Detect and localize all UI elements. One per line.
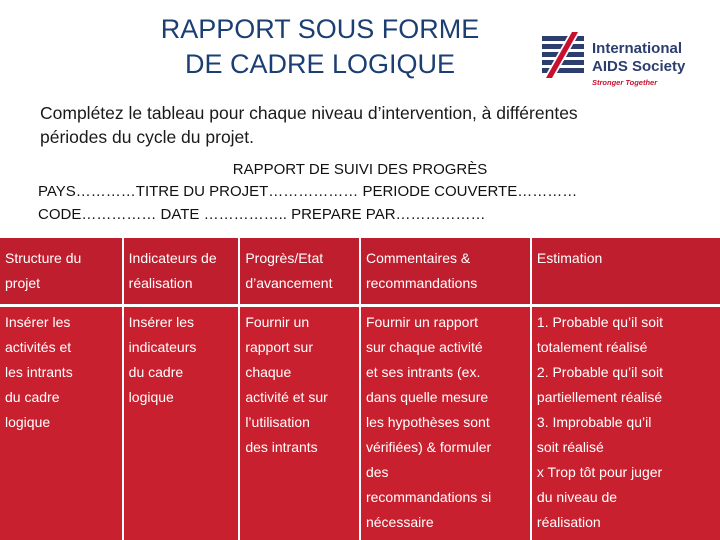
cell-text: rapport sur <box>245 339 314 355</box>
cell-text: des <box>365 464 389 480</box>
cell-progres <box>239 306 360 540</box>
cell-text: soit réalisé <box>536 439 604 455</box>
cell-estimation <box>531 306 720 540</box>
intro-line: périodes du cycle du projet. <box>40 127 255 147</box>
header-text: projet <box>5 275 41 291</box>
report-meta-line1: PAYS…………TITRE DU PROJET……………… PERIODE COUVERTE………… <box>38 183 578 200</box>
header-cell-estimation <box>531 238 720 306</box>
header-text: recommandations <box>365 275 478 291</box>
table-row <box>0 306 720 540</box>
ias-logo-mark-icon <box>540 32 586 78</box>
header-text: réalisation <box>128 275 193 291</box>
intro-line: Complétez le tableau pour chaque niveau d’intervention, à différentes <box>40 103 578 123</box>
header-cell-progres <box>239 238 360 306</box>
logo-line2: AIDS Society <box>592 58 686 75</box>
cell-text: nécessaire <box>365 514 434 530</box>
cell-text: 1. Probable qu’il soit <box>536 314 663 330</box>
cell-text: Fournir un <box>245 314 310 330</box>
cell-commentaires <box>360 306 531 540</box>
cell-text: l’utilisation <box>245 414 310 430</box>
cell-text: des intrants <box>245 439 318 455</box>
logframe-table <box>0 238 720 540</box>
header-text: Progrès/Etat <box>245 250 324 266</box>
cell-text: réalisation <box>536 514 601 530</box>
cell-text: logique <box>5 414 51 430</box>
title-line: DE CADRE LOGIQUE <box>184 49 456 79</box>
table-header-row <box>0 238 720 306</box>
cell-text: les hypothèses sont <box>365 414 490 430</box>
title-line: RAPPORT SOUS FORME <box>160 14 480 44</box>
header-text: Indicateurs de <box>128 250 217 266</box>
cell-text: sur chaque activité <box>365 339 483 355</box>
cell-text: du cadre <box>5 389 60 405</box>
ias-logo <box>540 30 715 88</box>
cell-text: Insérer les <box>128 314 195 330</box>
header-text: d’avancement <box>245 275 333 291</box>
cell-text: vérifiées) & formuler <box>365 439 492 455</box>
cell-text: du niveau de <box>536 489 618 505</box>
intro-text <box>40 101 700 149</box>
logo-tagline: Stronger Together <box>592 78 658 87</box>
header-text: Commentaires & <box>365 250 471 266</box>
cell-text: recommandations si <box>365 489 492 505</box>
cell-text: chaque <box>245 364 292 380</box>
cell-text: Insérer les <box>5 314 71 330</box>
cell-text: du cadre <box>128 364 184 380</box>
cell-text: partiellement réalisé <box>536 389 663 405</box>
slide-title <box>120 12 520 82</box>
cell-text: et ses intrants (ex. <box>365 364 481 380</box>
cell-text: totalement réalisé <box>536 339 648 355</box>
cell-text: 3. Improbable qu’il <box>536 414 652 430</box>
report-title: RAPPORT DE SUIVI DES PROGRÈS <box>232 161 488 178</box>
cell-text: x Trop tôt pour juger <box>536 464 663 480</box>
cell-text: indicateurs <box>128 339 197 355</box>
cell-structure <box>0 306 123 540</box>
cell-text: activités et <box>5 339 72 355</box>
cell-text: les intrants <box>5 364 73 380</box>
cell-text: 2. Probable qu’il soit <box>536 364 663 380</box>
report-meta-line2: CODE…………… DATE …………….. PREPARE PAR……………… <box>38 206 486 223</box>
header-text: Estimation <box>536 250 603 266</box>
logo-line1: International <box>592 40 683 57</box>
header-cell-structure <box>0 238 123 306</box>
header-cell-indicateurs <box>123 238 240 306</box>
cell-text: dans quelle mesure <box>365 389 489 405</box>
cell-text: Fournir un rapport <box>365 314 479 330</box>
cell-text: logique <box>128 389 174 405</box>
cell-text: activité et sur <box>245 389 328 405</box>
cell-indicateurs <box>123 306 240 540</box>
header-text: Structure du <box>5 250 82 266</box>
header-cell-commentaires <box>360 238 531 306</box>
